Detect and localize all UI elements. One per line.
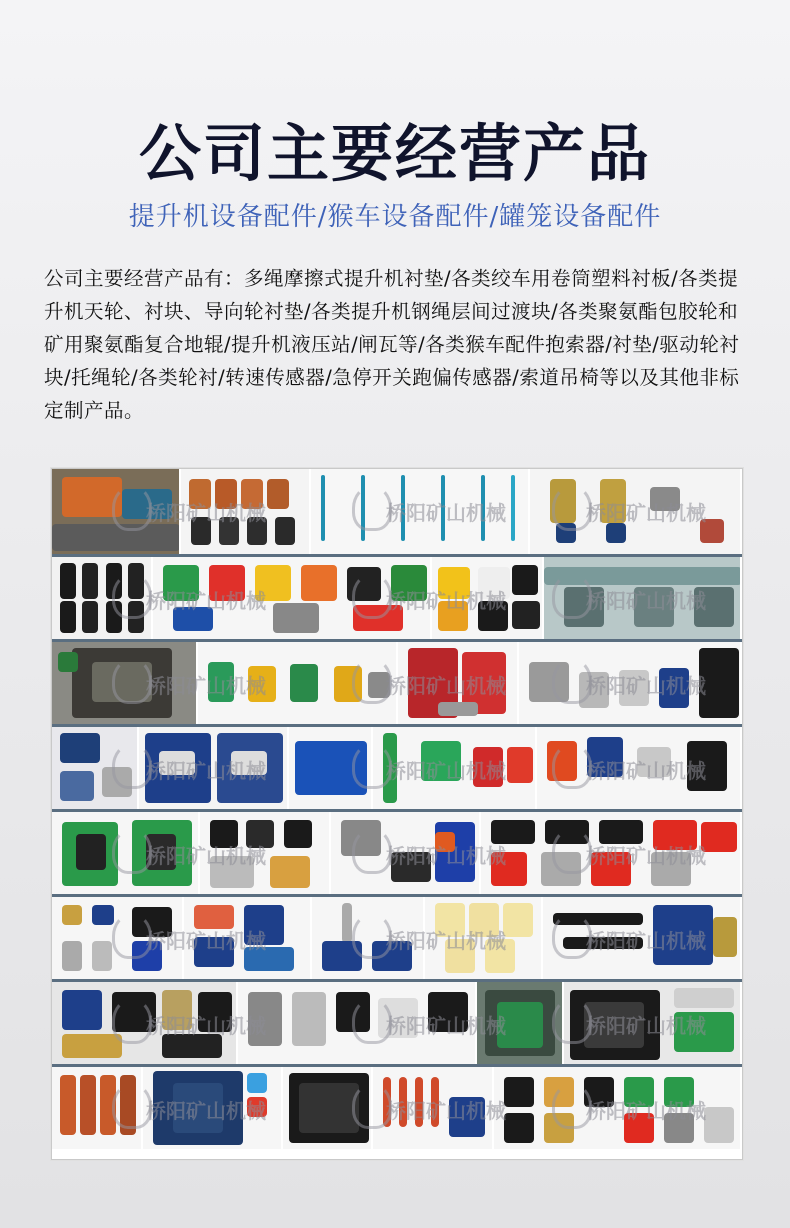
- product-shape: [469, 903, 499, 937]
- product-shape: [704, 1107, 734, 1143]
- product-shape: [244, 905, 284, 945]
- product-shape: [267, 479, 289, 509]
- watermark-text: 桥阳矿山机械: [586, 759, 706, 783]
- product-photo: [139, 727, 289, 809]
- product-shape: [248, 992, 282, 1046]
- product-shape: [435, 903, 465, 937]
- watermark-text: 桥阳矿山机械: [586, 1014, 706, 1038]
- product-shape: [301, 565, 337, 601]
- product-shape: [210, 856, 254, 888]
- product-shape: [659, 668, 689, 708]
- product-shape: [76, 834, 106, 870]
- product-row: [52, 724, 742, 809]
- product-shape: [637, 747, 671, 777]
- watermark-logo-icon: [352, 1083, 392, 1129]
- product-shape: [491, 820, 535, 844]
- watermark-logo-icon: [552, 658, 592, 704]
- watermark-logo-icon: [112, 913, 152, 959]
- product-shape: [290, 664, 318, 702]
- product-shape: [491, 852, 527, 886]
- product-row: [52, 639, 742, 724]
- product-shape: [512, 565, 538, 595]
- product-row: [52, 1064, 742, 1149]
- product-shape: [342, 903, 352, 943]
- product-shape: [163, 565, 199, 601]
- product-shape: [210, 820, 238, 848]
- product-shape: [159, 751, 195, 775]
- watermark-text: 桥阳矿山机械: [146, 1014, 266, 1038]
- product-shape: [60, 1075, 76, 1135]
- watermark-logo-icon: [352, 485, 392, 531]
- product-photo: [432, 557, 545, 639]
- product-row: [52, 469, 742, 554]
- product-shape: [664, 1077, 694, 1107]
- product-shape: [421, 741, 461, 781]
- product-shape: [241, 479, 263, 509]
- product-shape: [391, 852, 431, 882]
- product-shape: [273, 603, 319, 633]
- product-photo: [143, 1067, 283, 1149]
- product-shape: [435, 822, 475, 882]
- product-shape: [701, 822, 737, 852]
- product-shape: [299, 1083, 359, 1133]
- watermark-logo-icon: [112, 658, 152, 704]
- product-shape: [58, 652, 78, 672]
- product-shape: [399, 1077, 407, 1127]
- product-shape: [194, 905, 234, 929]
- product-shape: [82, 563, 98, 599]
- product-shape: [438, 601, 468, 631]
- product-shape: [191, 517, 211, 545]
- watermark-text: 桥阳矿山机械: [386, 844, 506, 868]
- watermark-text: 桥阳矿山机械: [586, 674, 706, 698]
- watermark-logo-icon: [552, 913, 592, 959]
- watermark-text: 桥阳矿山机械: [146, 929, 266, 953]
- product-shape: [162, 1034, 222, 1058]
- page-title: 公司主要经营产品: [138, 117, 651, 190]
- watermark-text: 桥阳矿山机械: [586, 1099, 706, 1123]
- description-text: 公司主要经营产品有：多绳摩擦式提升机衬垫/各类绞车用卷筒塑料衬板/各类提升机天轮、衬块、导向轮衬垫/各类提升机钢绳层间过渡块/各类聚氨酯包胶轮和矿用聚氨酯复合地辊/提升机液压站/闸瓦等/各类猴车配件抱索器/衬垫/驱动轮衬块/托绳轮/各类轮衬/转速传感器/急停开关跑偏传感器/索道吊椅等以及其他非标定制产品。: [44, 267, 740, 422]
- product-shape: [481, 475, 485, 541]
- product-shape: [441, 475, 445, 541]
- product-shape: [92, 905, 114, 925]
- product-shape: [438, 567, 470, 599]
- product-photo: [477, 982, 564, 1064]
- product-shape: [438, 702, 478, 716]
- product-shape: [485, 939, 515, 973]
- product-shape: [219, 517, 239, 545]
- product-shape: [600, 479, 626, 523]
- product-shape: [244, 947, 294, 971]
- product-shape: [497, 1002, 543, 1048]
- product-shape: [478, 567, 510, 599]
- watermark-logo-icon: [552, 998, 592, 1044]
- product-shape: [270, 856, 310, 888]
- page-subtitle: 提升机设备配件/猴车设备配件/罐笼设备配件: [128, 202, 662, 232]
- product-shape: [699, 648, 739, 718]
- product-shape: [284, 820, 312, 848]
- watermark-logo-icon: [352, 658, 392, 704]
- product-row: [52, 979, 742, 1064]
- product-shape: [713, 917, 737, 957]
- watermark-text: 桥阳矿山机械: [386, 1014, 506, 1038]
- product-shape: [619, 670, 649, 706]
- product-shape: [445, 939, 475, 973]
- watermark-text: 桥阳矿山机械: [146, 674, 266, 698]
- product-shape: [62, 941, 82, 971]
- product-shape: [599, 820, 643, 844]
- product-shape: [634, 587, 674, 627]
- watermark-text: 桥阳矿山机械: [386, 759, 506, 783]
- product-shape: [653, 820, 697, 850]
- product-shape: [674, 1012, 734, 1052]
- watermark-text: 桥阳矿山机械: [386, 501, 506, 525]
- product-shape: [478, 601, 508, 631]
- product-shape: [246, 820, 274, 848]
- product-shape: [247, 1097, 267, 1117]
- product-shape: [401, 475, 405, 541]
- product-shape: [651, 852, 691, 886]
- product-photo: [200, 812, 331, 894]
- product-shape: [62, 990, 102, 1030]
- product-shape: [435, 832, 455, 852]
- watermark-text: 桥阳矿山机械: [146, 1099, 266, 1123]
- product-shape: [321, 475, 325, 541]
- product-shape: [650, 487, 680, 511]
- watermark-logo-icon: [552, 743, 592, 789]
- product-shape: [449, 1097, 485, 1137]
- product-shape: [700, 519, 724, 543]
- watermark-logo-icon: [112, 1083, 152, 1129]
- product-photo: [425, 897, 543, 979]
- product-shape: [624, 1077, 654, 1107]
- watermark-text: 桥阳矿山机械: [586, 589, 706, 613]
- watermark-text: 桥阳矿山机械: [386, 589, 506, 613]
- watermark-text: 桥阳矿山机械: [146, 589, 266, 613]
- product-shape: [507, 747, 533, 783]
- product-shape: [687, 741, 727, 791]
- product-shape: [231, 751, 267, 775]
- product-shape: [664, 1113, 694, 1143]
- product-photo: [184, 897, 312, 979]
- product-shape: [584, 1002, 644, 1048]
- product-shape: [248, 666, 276, 702]
- watermark-logo-icon: [112, 743, 152, 789]
- product-shape: [275, 517, 295, 545]
- watermark-logo-icon: [552, 573, 592, 619]
- watermark-text: 桥阳矿山机械: [586, 501, 706, 525]
- product-shape: [473, 747, 503, 787]
- product-shape: [503, 903, 533, 937]
- product-shape: [62, 905, 82, 925]
- product-shape: [52, 524, 180, 551]
- watermark-logo-icon: [112, 998, 152, 1044]
- product-shape: [189, 479, 211, 509]
- product-shape: [194, 937, 234, 967]
- watermark-text: 桥阳矿山机械: [386, 1099, 506, 1123]
- product-shape: [591, 852, 631, 886]
- product-shape: [504, 1077, 534, 1107]
- watermark-logo-icon: [352, 913, 392, 959]
- watermark-text: 桥阳矿山机械: [586, 844, 706, 868]
- product-shape: [391, 565, 427, 601]
- watermark-text: 桥阳矿山机械: [146, 501, 266, 525]
- product-shape: [62, 1034, 122, 1058]
- watermark-text: 桥阳矿山机械: [146, 844, 266, 868]
- product-shape: [208, 662, 234, 702]
- watermark-text: 桥阳矿山机械: [386, 674, 506, 698]
- product-photo: [373, 727, 537, 809]
- watermark-logo-icon: [112, 485, 152, 531]
- product-photo: [398, 642, 519, 724]
- watermark-logo-icon: [112, 573, 152, 619]
- watermark-logo-icon: [552, 828, 592, 874]
- product-shape: [209, 565, 245, 601]
- product-shape: [653, 905, 713, 965]
- product-shape: [504, 1113, 534, 1143]
- product-shape: [428, 992, 468, 1032]
- product-shape: [415, 1077, 423, 1127]
- product-shape: [247, 517, 267, 545]
- product-shape: [80, 1075, 96, 1135]
- watermark-logo-icon: [112, 828, 152, 874]
- product-shape: [173, 1083, 223, 1133]
- product-row: [52, 894, 742, 979]
- product-shape: [60, 733, 100, 763]
- watermark-logo-icon: [352, 828, 392, 874]
- watermark-logo-icon: [352, 743, 392, 789]
- product-shape: [215, 479, 237, 509]
- product-shape: [60, 771, 94, 801]
- product-shape: [511, 475, 515, 541]
- product-shape: [292, 992, 326, 1046]
- product-image-grid: [51, 468, 743, 1160]
- product-shape: [587, 737, 623, 777]
- watermark-text: 桥阳矿山机械: [146, 759, 266, 783]
- product-shape: [60, 601, 76, 633]
- product-shape: [624, 1113, 654, 1143]
- watermark-logo-icon: [552, 485, 592, 531]
- watermark-text: 桥阳矿山机械: [586, 929, 706, 953]
- product-shape: [198, 992, 232, 1032]
- product-photo: [494, 1067, 742, 1149]
- product-shape: [60, 563, 76, 599]
- product-shape: [606, 523, 626, 543]
- product-shape: [431, 1077, 439, 1127]
- product-shape: [247, 1073, 267, 1093]
- product-photo: [181, 469, 312, 554]
- product-shape: [82, 601, 98, 633]
- product-shape: [173, 607, 213, 631]
- product-photo: [481, 812, 742, 894]
- product-shape: [162, 990, 192, 1030]
- watermark-logo-icon: [352, 573, 392, 619]
- watermark-text: 桥阳矿山机械: [386, 929, 506, 953]
- product-shape: [694, 587, 734, 627]
- product-row: [52, 554, 742, 639]
- product-shape: [674, 988, 734, 1008]
- product-shape: [255, 565, 291, 601]
- watermark-logo-icon: [352, 998, 392, 1044]
- watermark-logo-icon: [552, 1083, 592, 1129]
- product-row: [52, 809, 742, 894]
- product-shape: [92, 941, 112, 971]
- product-shape: [512, 601, 540, 629]
- product-photo: [311, 469, 530, 554]
